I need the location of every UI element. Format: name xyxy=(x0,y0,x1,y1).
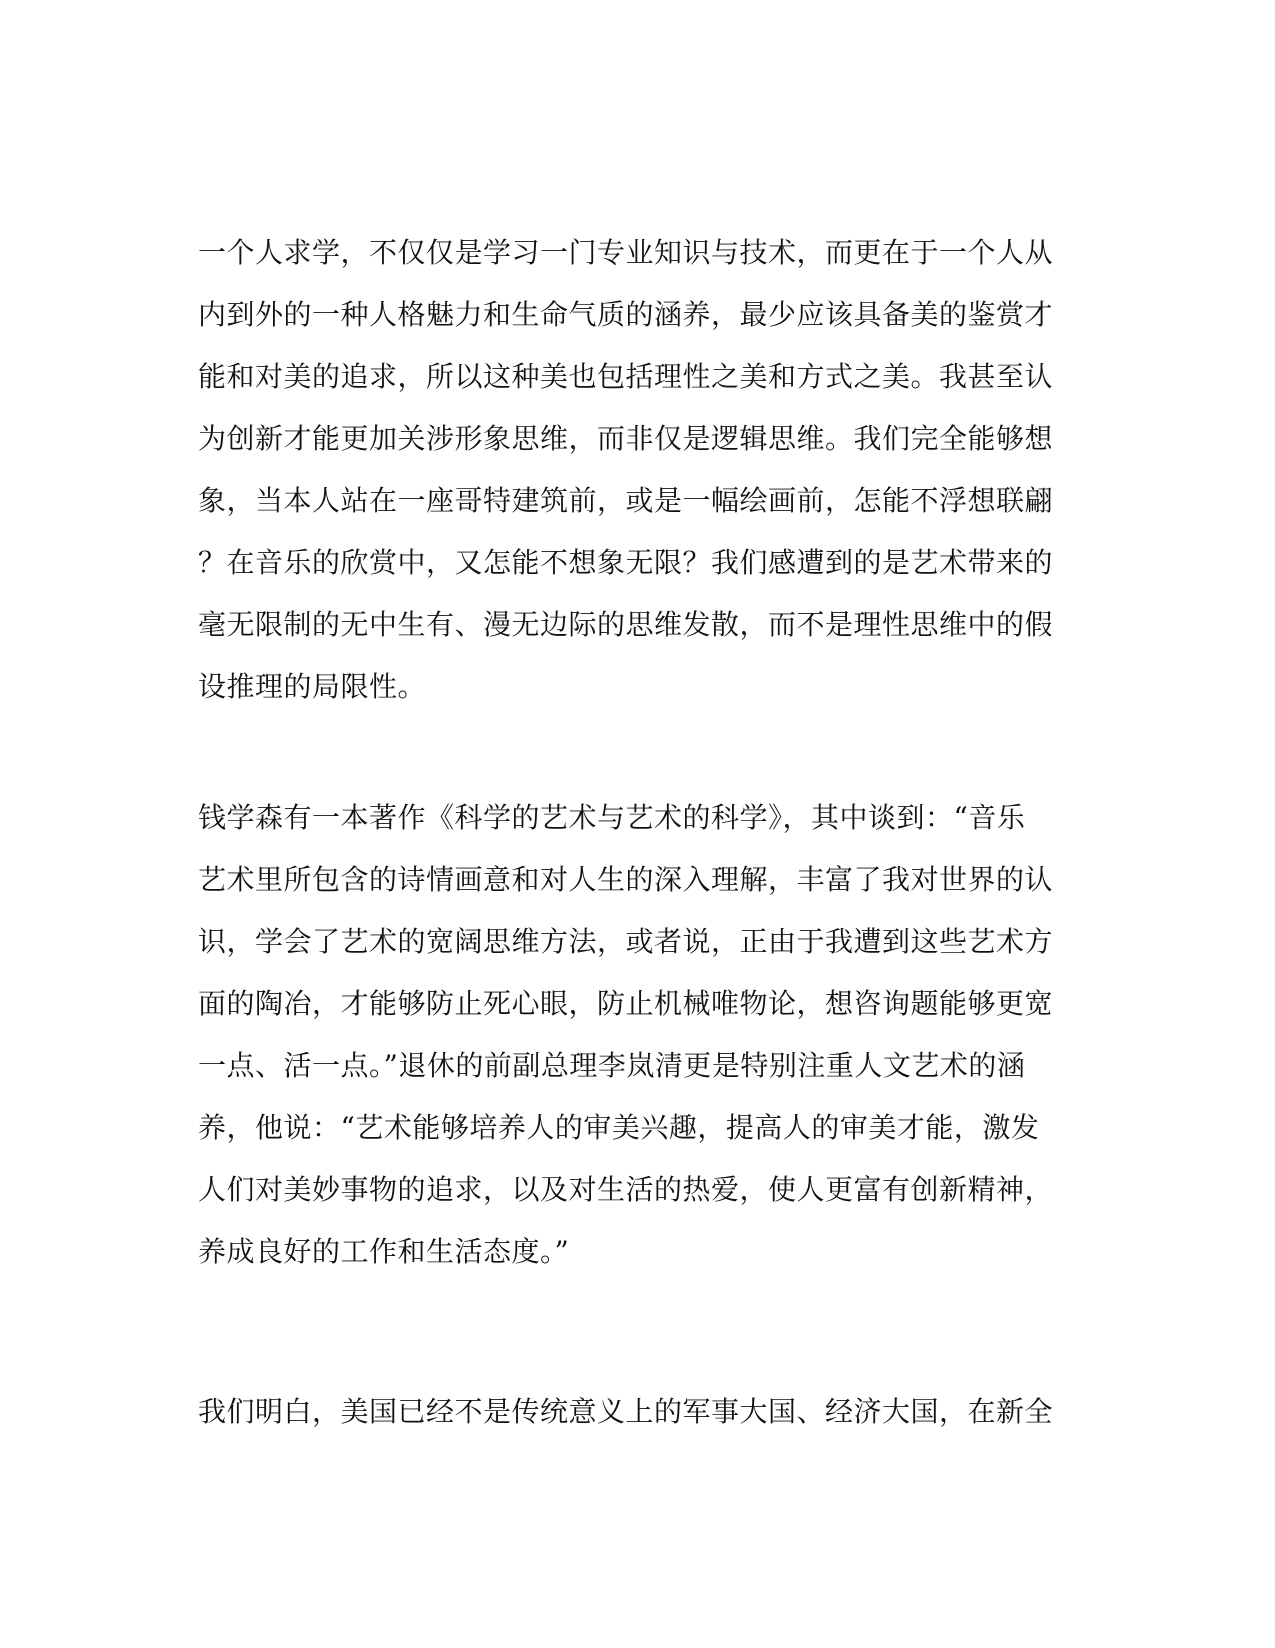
text-line: 象，当本人站在一座哥特建筑前，或是一幅绘画前，怎能不浮想联翩 xyxy=(198,484,1054,517)
text-line: 养成良好的工作和生活态度。” xyxy=(198,1235,570,1268)
text-line: 内到外的一种人格魅力和生命气质的涵养，最少应该具备美的鉴赏才 xyxy=(198,298,1054,331)
text-line: 设推理的局限性。 xyxy=(198,670,427,703)
text-line: 钱学森有一本著作《科学的艺术与艺术的科学》，其中谈到：“音乐 xyxy=(198,801,1026,834)
text-line: 人们对美妙事物的追求，以及对生活的热爱，使人更富有创新精神， xyxy=(198,1173,1054,1206)
text-line: 为创新才能更加关涉形象思维，而非仅是逻辑思维。我们完全能够想 xyxy=(198,422,1054,455)
text-line: 能和对美的追求，所以这种美也包括理性之美和方式之美。我甚至认 xyxy=(198,360,1054,393)
text-line: 我们明白，美国已经不是传统意义上的军事大国、经济大国，在新全 xyxy=(198,1395,1054,1428)
text-line: 一点、活一点。”退休的前副总理李岚清更是特别注重人文艺术的涵 xyxy=(198,1049,1026,1082)
text-line: 养，他说：“艺术能够培养人的审美兴趣，提高人的审美才能，激发 xyxy=(198,1111,1040,1144)
paragraph-2 xyxy=(198,787,1078,1283)
text-line: 毫无限制的无中生有、漫无边际的思维发散，而不是理性思维中的假 xyxy=(198,608,1054,641)
text-line: 识，学会了艺术的宽阔思维方法，或者说，正由于我遭到这些艺术方 xyxy=(198,925,1054,958)
text-line: ？在音乐的欣赏中，又怎能不想象无限？我们感遭到的是艺术带来的 xyxy=(198,546,1054,579)
text-line: 艺术里所包含的诗情画意和对人生的深入理解，丰富了我对世界的认 xyxy=(198,863,1054,896)
text-line: 面的陶冶，才能够防止死心眼，防止机械唯物论，想咨询题能够更宽 xyxy=(198,987,1054,1020)
text-line: 一个人求学，不仅仅是学习一门专业知识与技术，而更在于一个人从 xyxy=(198,236,1054,269)
paragraph-3 xyxy=(198,1381,1078,1443)
paragraph-1 xyxy=(198,222,1078,718)
